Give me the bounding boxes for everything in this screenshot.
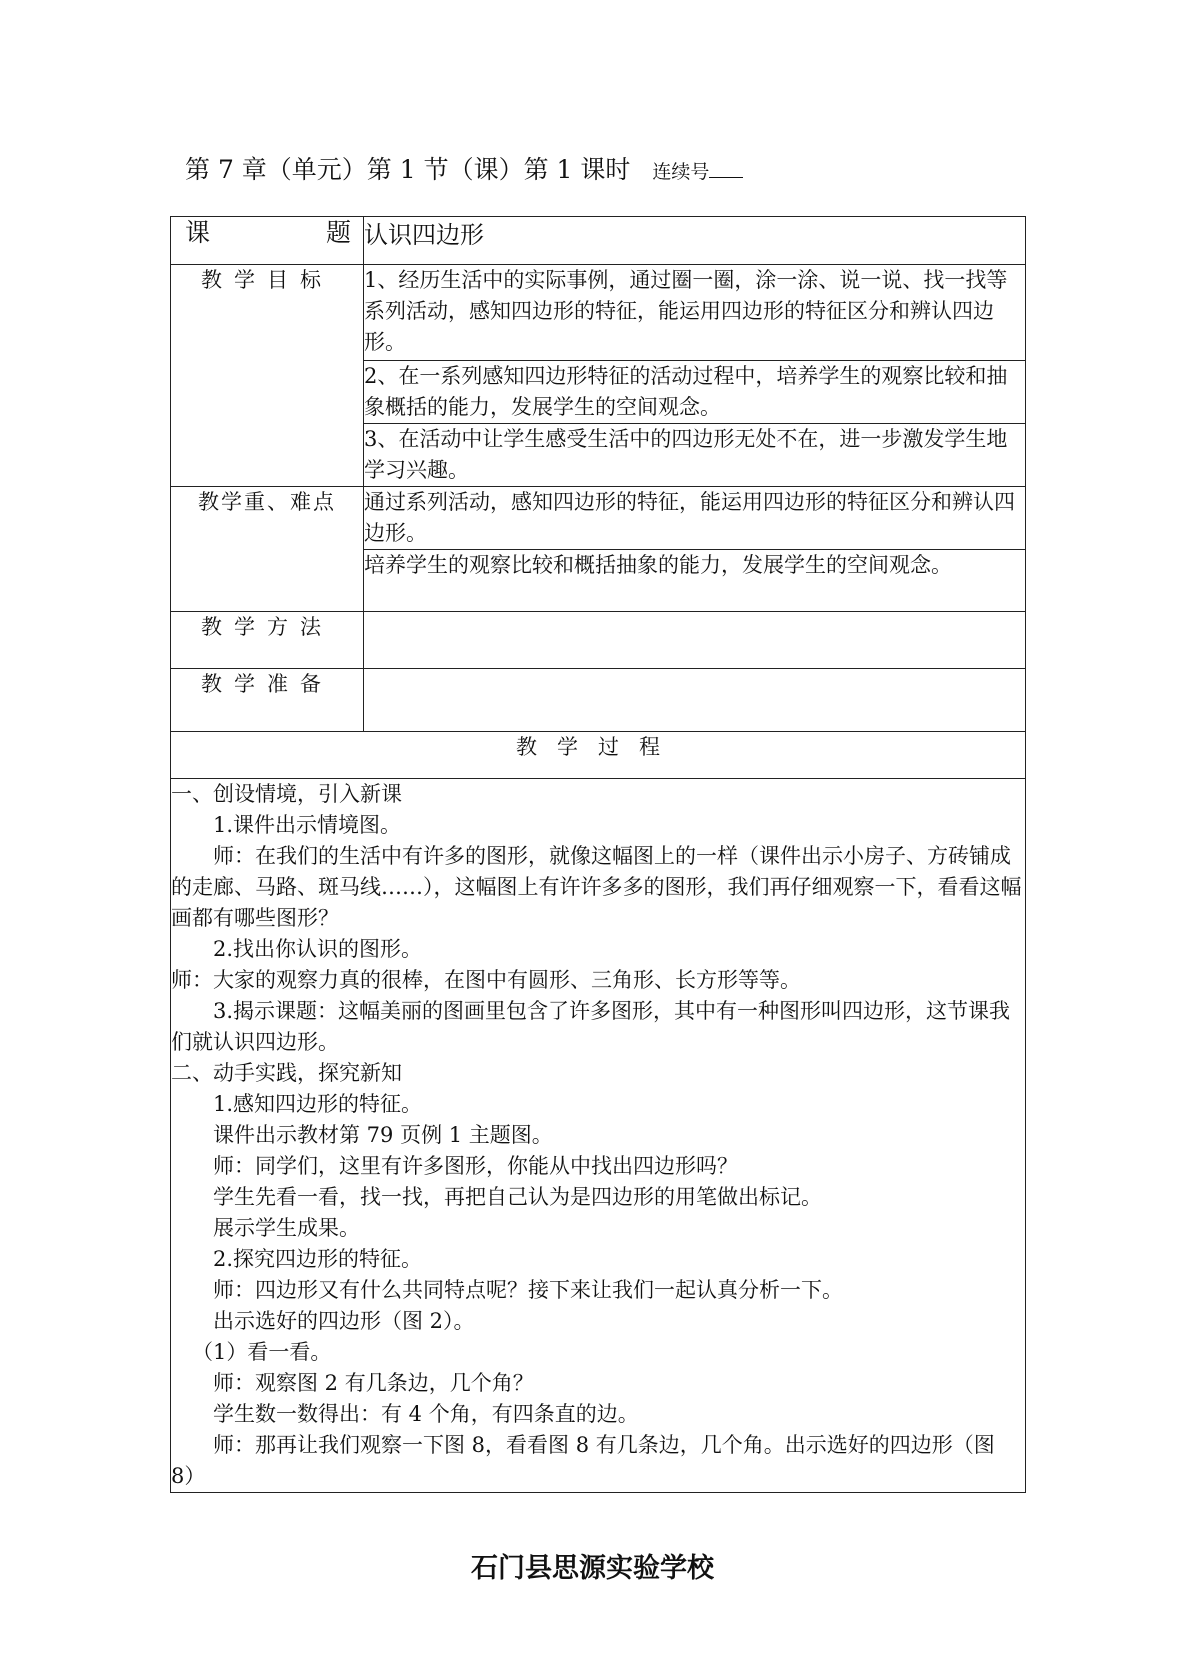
method-label: 教学方法 <box>171 612 364 669</box>
method-value <box>364 612 1026 669</box>
process-content <box>171 779 1026 1493</box>
process-line: 师：四边形又有什么共同特点呢？接下来让我们一起认真分析一下。 <box>213 1278 843 1302</box>
goal-item-3: 3、在活动中让学生感受生活中的四边形无处不在，进一步激发学生地学习兴趣。 <box>364 424 1026 487</box>
process-line: 学生先看一看，找一找，再把自己认为是四边形的用笔做出标记。 <box>213 1185 822 1209</box>
prep-value <box>364 669 1026 732</box>
process-line: （1）看一看。 <box>192 1340 332 1364</box>
key-points-label: 教学重、难点 <box>171 487 364 612</box>
serial-number-blank <box>709 159 743 178</box>
goals-label: 教学目标 <box>171 265 364 487</box>
topic-value: 认识四边形 <box>364 217 1026 265</box>
process-line: 1.感知四边形的特征。 <box>213 1092 423 1116</box>
process-line: 二、动手实践，探究新知 <box>171 1061 402 1085</box>
process-line: 2.找出你认识的图形。 <box>213 937 423 961</box>
lesson-plan-table <box>170 216 1026 1493</box>
serial-number-label: 连续号 <box>652 161 710 183</box>
topic-label-char-2: 题 <box>325 218 351 247</box>
goal-item-2: 2、在一系列感知四边形特征的活动过程中，培养学生的观察比较和抽象概括的能力，发展学生的空间观念。 <box>364 361 1026 424</box>
process-line: 2.探究四边形的特征。 <box>213 1247 423 1271</box>
process-line: 师：同学们，这里有许多图形，你能从中找出四边形吗？ <box>213 1154 738 1178</box>
school-name-footer: 石门县思源实验学校 <box>471 1553 714 1584</box>
process-line: 展示学生成果。 <box>213 1216 360 1240</box>
lesson-header <box>185 150 743 186</box>
process-title: 教学过程 <box>171 732 1026 779</box>
process-line: 师：大家的观察力真的很棒，在图中有圆形、三角形、长方形等等。 <box>171 968 801 992</box>
process-line: 师：在我们的生活中有许多的图形，就像这幅图上的一样（课件出示小房子、方砖铺成的走廊、马路、斑马线……），这幅图上有许许多多的图形，我们再仔细观察一下，看看这幅画都有哪些图形？ <box>171 844 1022 930</box>
process-line: 师：那再让我们观察一下图 8，看看图 8 有几条边，几个角。出示选好的四边形（图 8） <box>171 1433 995 1488</box>
process-line: 学生数一数得出：有 4 个角，有四条直的边。 <box>213 1402 639 1426</box>
process-line: 3.揭示课题：这幅美丽的图画里包含了许多图形，其中有一种图形叫四边形，这节课我们就认识四边形。 <box>171 999 1011 1054</box>
process-line: 一、创设情境，引入新课 <box>171 782 402 806</box>
process-line: 出示选好的四边形（图 2）。 <box>213 1309 475 1333</box>
topic-label-char-1: 课 <box>185 218 211 247</box>
prep-label: 教学准备 <box>171 669 364 732</box>
process-line: 师：观察图 2 有几条边，几个角？ <box>213 1371 534 1395</box>
key-point-item-1: 通过系列活动，感知四边形的特征，能运用四边形的特征区分和辨认四边形。 <box>364 487 1026 550</box>
key-point-item-2: 培养学生的观察比较和概括抽象的能力，发展学生的空间观念。 <box>364 550 1026 612</box>
process-line: 1.课件出示情境图。 <box>213 813 402 837</box>
chapter-section-info: 第 7 章（单元）第 1 节（课）第 1 课时 <box>185 155 631 184</box>
process-line: 课件出示教材第 79 页例 1 主题图。 <box>213 1123 553 1147</box>
goal-item-1: 1、经历生活中的实际事例，通过圈一圈，涂一涂、说一说、找一找等系列活动，感知四边形的特征，能运用四边形的特征区分和辨认四边形。 <box>364 265 1026 361</box>
topic-label-cell <box>171 217 364 265</box>
